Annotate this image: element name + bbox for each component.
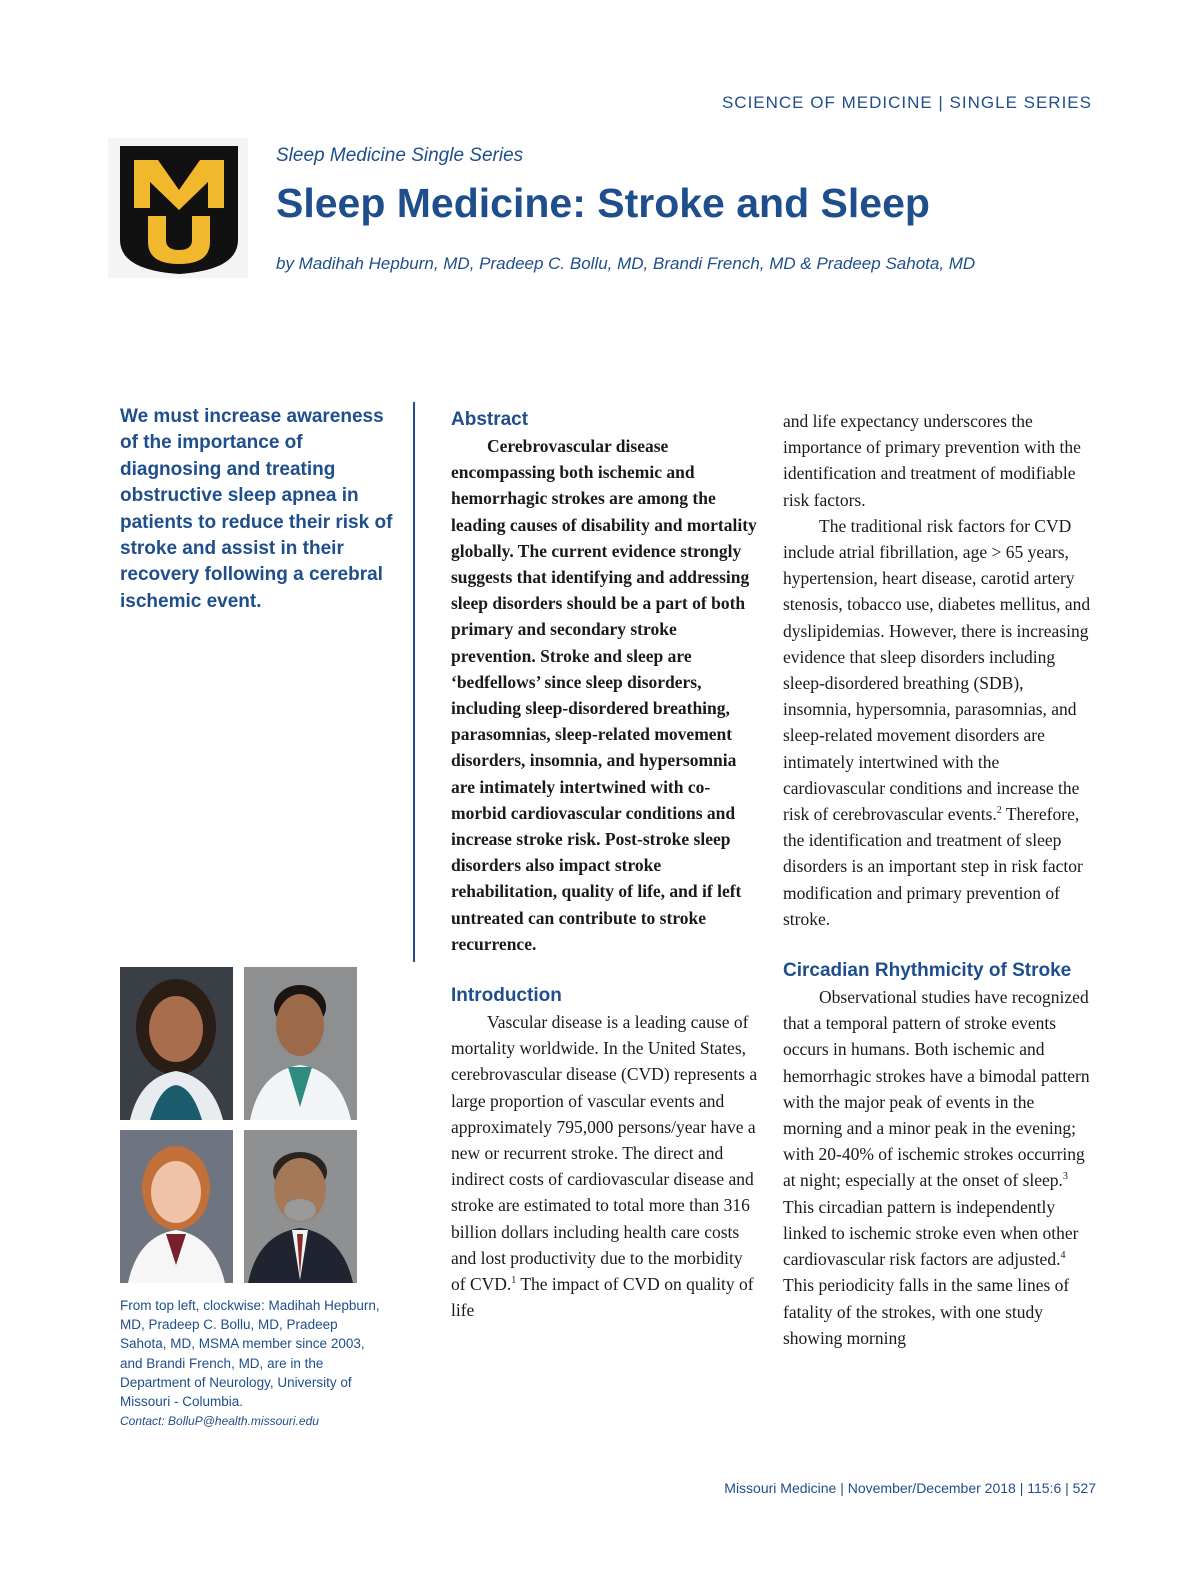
university-logo [108, 138, 248, 278]
page-footer: Missouri Medicine | November/December 2018 | 115:6 | 527 [724, 1480, 1096, 1496]
author-photo-sahota [244, 1130, 357, 1283]
article-column-middle [451, 407, 761, 1324]
circadian-heading: Circadian Rhythmicity of Stroke [783, 960, 1072, 982]
risk-factors-paragraph: The traditional risk factors for CVD include atrial fibrillation, age > 65 years, hypertension, heart disease, carotid artery stenosis, tobacco use, diabetes mellitus, and dyslipidemias. However, there is increasing evidence that sleep disorders including sleep-disordered breathing (SDB), insomnia, hypersomnia, parasomnias, and sleep-related movement disorders are intimately intertwined with the cardiovascular conditions and increase the risk of cerebrovascular events.$^2$ Therefore, the identification and treatment of sleep disorders is an important step in risk factor modification and primary prevention of stroke. [783, 515, 1091, 929]
caption-text: From top left, clockwise: Madihah Hepburn, MD, Pradeep C. Bollu, MD, Pradeep Sahota, MD, MSMA member since 2003, and Brandi French, MD, are in the Department of Neurology, University of Missouri - Columbia. [120, 1298, 380, 1410]
circadian-paragraph: Observational studies have recognized that a temporal pattern of stroke events occurs in humans. Both ischemic and hemorrhagic strokes have a bimodal pattern with the major peak of events in the morning and a minor peak in the evening; with 20-40% of ischemic strokes occurring at night; especially at the onset of sleep.$^3$ This circadian pattern is independently linked to ischemic stroke even when other cardiovascular risk factors are adjusted.$^4$ This periodicity falls in the same lines of fatality of the strokes, with one study showing morning [783, 987, 1090, 1348]
article-byline: by Madihah Hepburn, MD, Pradeep C. Bollu, MD, Brandi French, MD & Pradeep Sahota, MD [276, 254, 976, 273]
reference-1: 1 [511, 1275, 517, 1287]
author-photo-grid [120, 967, 356, 1283]
introduction-continued: and life expectancy underscores the importance of primary prevention with the identification and treatment of modifiable risk factors. [783, 411, 1081, 510]
column-divider [413, 402, 415, 962]
reference-4: 4 [1060, 1250, 1066, 1262]
series-header: SCIENCE OF MEDICINE | SINGLE SERIES [721, 93, 1092, 112]
article-column-right [783, 408, 1093, 1351]
abstract-heading: Abstract [451, 409, 529, 430]
article-title: Sleep Medicine: Stroke and Sleep [276, 180, 930, 226]
introduction-heading: Introduction [451, 985, 562, 1007]
contact-email[interactable]: Contact: BolluP@health.missouri.edu [120, 1414, 319, 1429]
introduction-paragraph: Vascular disease is a leading cause of mortality worldwide. In the United States, cerebrovascular disease (CVD) represents a large proportion of vascular events and approximately 795,000 persons/year have a new or recurrent stroke. The direct and indirect costs of cardiovascular disease and stroke are estimated to total more than 316 billion dollars including health care costs and lost productivity due to the morbidity of CVD.$^1$ The impact of CVD on quality of life [451, 1012, 758, 1321]
series-kicker: Sleep Medicine Single Series [276, 145, 524, 166]
reference-2: 2 [996, 805, 1002, 817]
pull-quote: We must increase awareness of the importance of diagnosing and treating obstructive sleep apnea in patients to reduce their risk of stroke and assist in their recovery following a cerebral ischemic event. [120, 406, 393, 612]
author-photo-bollu [244, 967, 357, 1120]
author-photo-french [120, 1130, 233, 1283]
photo-caption [120, 1296, 380, 1431]
abstract-text: Cerebrovascular disease encompassing both ischemic and hemorrhagic strokes are among the leading causes of disability and mortality globally. The current evidence strongly suggests that identifying and addressing sleep disorders should be a part of both primary and secondary stroke prevention. Stroke and sleep are ‘bedfellows’ since sleep disorders, including sleep-disordered breathing, parasomnias, sleep-related movement disorders, insomnia, and hypersomnia are intimately intertwined with co-morbid cardiovascular conditions and increase stroke risk. Post-stroke sleep disorders also impact stroke rehabilitation, quality of life, and if left untreated can contribute to stroke recurrence. [451, 436, 757, 954]
reference-3: 3 [1062, 1171, 1068, 1183]
author-photo-hepburn [120, 967, 233, 1120]
